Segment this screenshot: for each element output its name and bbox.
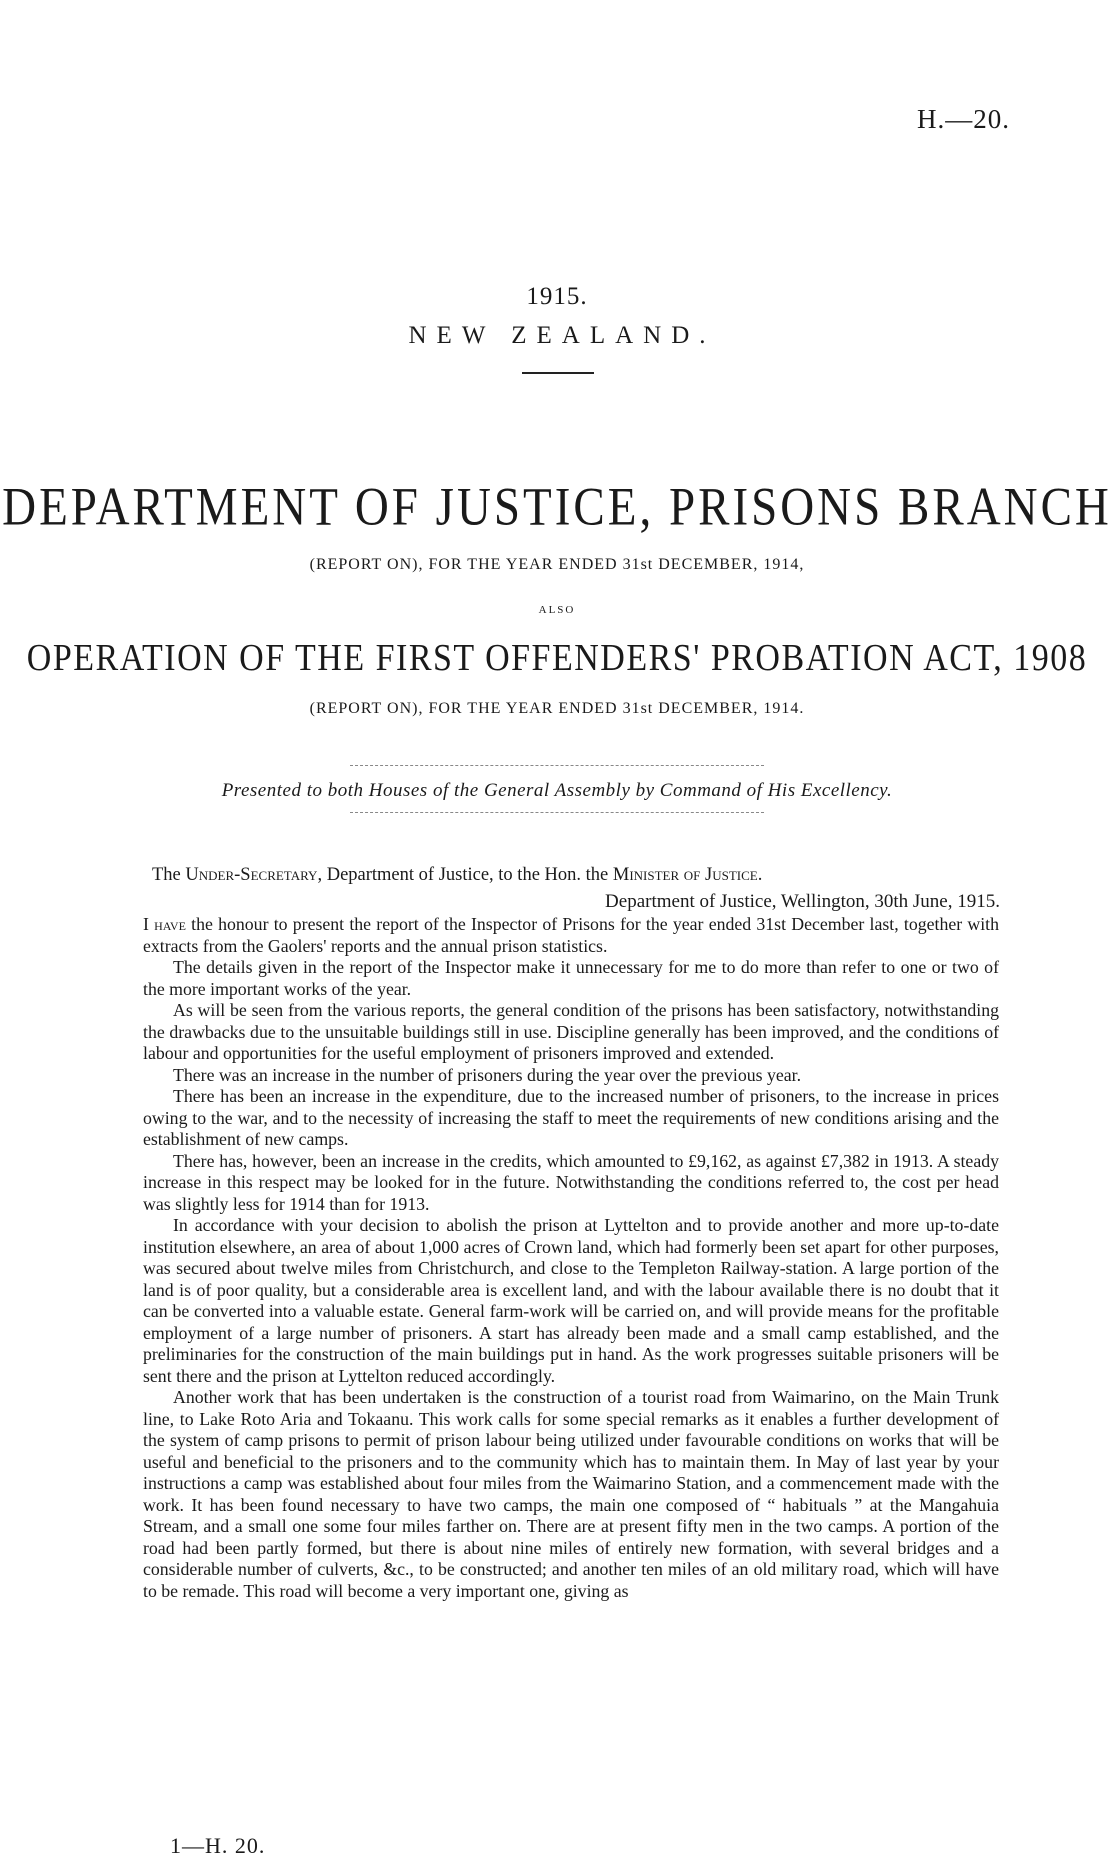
second-title: OPERATION OF THE FIRST OFFENDERS' PROBATION ACT, 1908 bbox=[26, 637, 1088, 680]
paper-reference: H.—20. bbox=[917, 104, 1010, 134]
paragraph: There was an increase in the number of prisoners during the year over the previous year. bbox=[173, 1064, 802, 1085]
paragraph bbox=[143, 914, 999, 957]
country-heading: NEW ZEALAND. bbox=[408, 322, 716, 349]
salutation-prefix: The bbox=[152, 865, 181, 885]
letter-salutation bbox=[152, 865, 762, 886]
dotted-divider-top bbox=[350, 765, 764, 766]
paragraph: The details given in the report of the Inspector make it unnecessary for me to do more than refer to one or two of the more important works of the year. bbox=[143, 957, 999, 999]
page-footer-reference: 1—H. 20. bbox=[170, 1833, 266, 1858]
paragraph: As will be seen from the various reports, the general condition of the prisons has been satisfactory, notwithstanding the drawbacks due to the unsuitable buildings still in use. Discipline generally has been improved, and the conditions of labour and opportunities for the useful employment of prisoners improved and extended. bbox=[143, 1000, 999, 1063]
letter-body bbox=[143, 914, 999, 1602]
main-subtitle: (REPORT ON), FOR THE YEAR ENDED 31st DECEMBER, 1914, bbox=[309, 556, 805, 573]
second-subtitle: (REPORT ON), FOR THE YEAR ENDED 31st DECEMBER, 1914. bbox=[309, 700, 805, 717]
publication-year: 1915. bbox=[526, 283, 588, 310]
salutation-to: Minister of Justice bbox=[612, 865, 758, 885]
paragraph-text: the honour to present the report of the Inspector of Prisons for the year ended 31st December last, together with extracts from the Gaolers' reports and the annual prison statistics. bbox=[143, 914, 999, 956]
paragraph: There has been an increase in the expenditure, due to the increased number of prisoners, to the increase in prices owing to the war, and to the necessity of increasing the staff to meet the requirements of new conditions arising and the establishment of new camps. bbox=[143, 1086, 999, 1149]
opening-word: I have bbox=[143, 914, 186, 934]
also-label: ALSO bbox=[538, 604, 576, 616]
presented-line: Presented to both Houses of the General Assembly by Command of His Excellency. bbox=[221, 780, 893, 801]
letter-dateline: Department of Justice, Wellington, 30th June, 1915. bbox=[605, 891, 1000, 912]
main-title: DEPARTMENT OF JUSTICE, PRISONS BRANCH bbox=[2, 477, 1112, 537]
salutation-from: Under-Secretary bbox=[185, 865, 318, 885]
paragraph: In accordance with your decision to abolish the prison at Lyttelton and to provide another and more up-to-date institution elsewhere, an area of about 1,000 acres of Crown land, which had formerly been set apart for other purposes, was secured about twelve miles from Christchurch, and close to the Templeton Railway-station. A large portion of the land is of poor quality, but a considerable area is excellent land, and with the labour available there is no doubt that it can be converted into a valuable estate. General farm-work will be carried on, and will provide means for the profitable employment of a large number of prisoners. A start has already been made and a small camp established, and the preliminaries for the construction of the main buildings put in hand. As the work progresses suitable prisoners will be sent there and the prison at Lyttelton reduced accordingly. bbox=[143, 1215, 999, 1386]
dotted-divider-bottom bbox=[350, 812, 764, 813]
salutation-mid: , Department of Justice, to the Hon. the bbox=[317, 865, 609, 885]
title-divider bbox=[522, 372, 594, 374]
paragraph: Another work that has been undertaken is the construction of a tourist road from Waimarino, on the Main Trunk line, to Lake Roto Aria and Tokaanu. This work calls for some special remarks as it enables a further development of the system of camp prisons to permit of prison labour being utilized under favourable conditions on works that will be useful and beneficial to the prisoners and to the community which has to maintain them. In May of last year by your instructions a camp was established about four miles from the Waimarino Station, and a commencement made with the work. It has been found necessary to have two camps, the main one composed of “ habituals ” at the Mangahuia Stream, and a small one some four miles farther on. There are at present fifty men in the two camps. A portion of the road had been partly formed, but there is about nine miles of entirely new formation, with several bridges and a considerable number of culverts, &c., to be constructed; and another ten miles of an old military road, which will have to be remade. This road will become a very important one, giving as bbox=[143, 1387, 999, 1601]
paragraph: There has, however, been an increase in the credits, which amounted to £9,162, as against £7,382 in 1913. A steady increase in this respect may be looked for in the future. Notwithstanding the conditions referred to, the cost per head was slightly less for 1914 than for 1913. bbox=[143, 1150, 999, 1214]
salutation-end: . bbox=[757, 865, 763, 885]
